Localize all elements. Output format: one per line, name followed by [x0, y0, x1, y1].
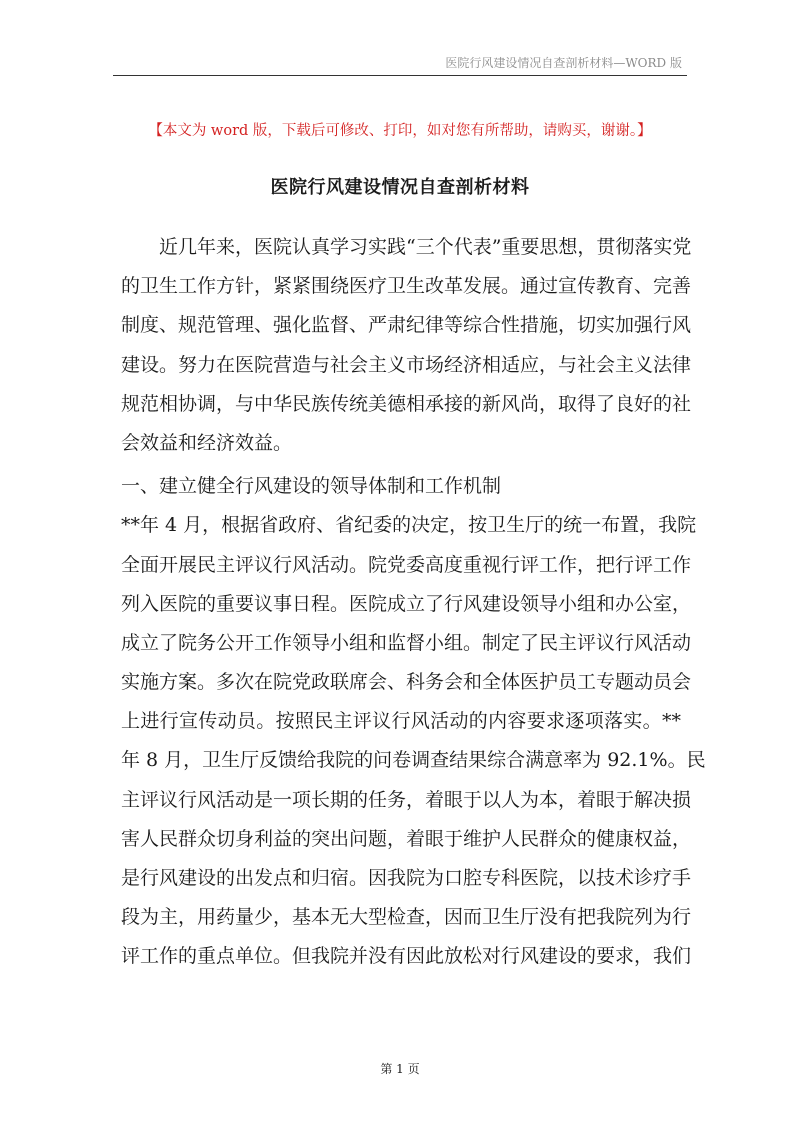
- paragraph-line: 成立了院务公开工作领导小组和监督小组。制定了民主评议行风活动: [121, 631, 692, 654]
- download-notice: 【本文为 word 版，下载后可修改、打印，如对您有所帮助，请购买，谢谢。】: [148, 123, 652, 139]
- paragraph-line: 年 8 月，卫生厅反馈给我院的问卷调查结果综合满意率为 92.1%。民: [121, 749, 706, 772]
- paragraph-line: 会效益和经济效益。: [121, 431, 293, 454]
- header-rule: [113, 75, 687, 76]
- paragraph-line: 近几年来，医院认真学习实践“三个代表”重要思想，贯彻落实党: [159, 236, 692, 258]
- page-number: 第 1 页: [380, 1062, 420, 1076]
- paragraph-line: 是行风建设的出发点和归宿。因我院为口腔专科医院，以技术诊疗手: [121, 867, 692, 889]
- paragraph-line: 评工作的重点单位。但我院并没有因此放松对行风建设的要求，我们: [121, 945, 692, 968]
- running-header: 医院行风建设情况自查剖析材料—WORD 版: [445, 56, 682, 70]
- document-body: [121, 228, 706, 977]
- paragraph-line: 的卫生工作方针，紧紧围绕医疗卫生改革发展。通过宣传教育、完善: [121, 275, 692, 298]
- document-title: 医院行风建设情况自查剖析材料: [270, 177, 530, 198]
- paragraph-line: 段为主，用药量少，基本无大型检查，因而卫生厅没有把我院列为行: [121, 906, 692, 929]
- paragraph-line: 上进行宣传动员。按照民主评议行风活动的内容要求逐项落实。**: [121, 710, 681, 733]
- paragraph-line: 规范相协调，与中华民族传统美德相承接的新风尚，取得了良好的社: [121, 392, 692, 415]
- paragraph-line: 实施方案。多次在院党政联席会、科务会和全体医护员工专题动员会: [121, 671, 692, 694]
- section-heading: 一、建立健全行风建设的领导体制和工作机制: [121, 475, 502, 498]
- paragraph-line: 全面开展民主评议行风活动。院党委高度重视行评工作，把行评工作: [121, 553, 692, 576]
- paragraph-line: 制度、规范管理、强化监督、严肃纪律等综合性措施，切实加强行风: [121, 314, 692, 337]
- paragraph-line: 害人民群众切身利益的突出问题，着眼于维护人民群众的健康权益，: [121, 827, 692, 850]
- paragraph-line: 列入医院的重要议事日程。医院成立了行风建设领导小组和办公室，: [121, 592, 692, 615]
- paragraph-line: 建设。努力在医院营造与社会主义市场经济相适应，与社会主义法律: [121, 353, 692, 376]
- paragraph-line: 主评议行风活动是一项长期的任务，着眼于以人为本，着眼于解决损: [121, 788, 692, 811]
- paragraph-line: **年 4 月，根据省政府、省纪委的决定，按卫生厅的统一布置，我院: [121, 514, 697, 537]
